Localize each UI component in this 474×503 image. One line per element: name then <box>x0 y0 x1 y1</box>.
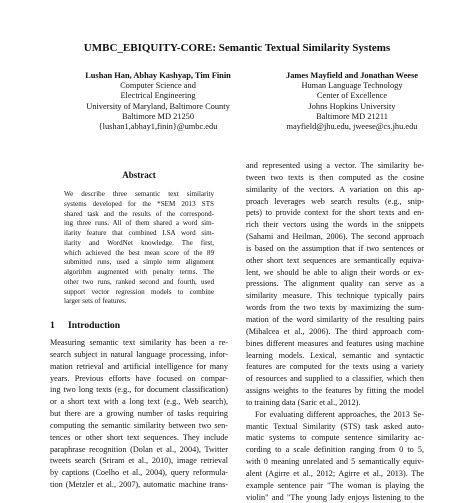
affiliation-line: Electrical Engineering <box>120 91 196 101</box>
body-line: violin" and "The young lady enjoys listening to the <box>246 492 424 502</box>
body-line: to training data (Saric et al., 2012). <box>246 397 361 407</box>
abstract-line: We describe three semantic text similarity <box>64 190 214 198</box>
author-names-left: Lushan Han, Abhay Kashyap, Tim Finin <box>85 71 231 80</box>
body-line: For evaluating different approaches, the 2013 Se- <box>255 409 424 419</box>
author-email-right: mayfield@jhu.edu, jweese@cs.jhu.edu <box>286 122 418 132</box>
body-line: tweets search (Sriram et al., 2010), image retrieval <box>50 456 228 466</box>
body-line: features are computed for the texts using a variety <box>246 362 424 372</box>
body-line: tences or other short text sequences. They include <box>50 432 228 442</box>
author-block-right <box>262 71 442 132</box>
body-line: alent (Agirre et al., 2012; Agirre et al., 2013). The <box>246 468 424 478</box>
affiliation-line: Johns Hopkins University <box>308 101 396 111</box>
paper-title: UMBC_EBIQUITY-CORE: Semantic Textual Similarity Systems <box>83 42 391 54</box>
affiliation-line: Computer Science and <box>120 81 196 91</box>
abstract-line: submitted runs, used a simple term alignment <box>64 258 214 267</box>
body-line: rich their vectors using the words in the snippets <box>246 220 424 230</box>
body-line: lent, we should be able to align their words or ex- <box>246 267 424 277</box>
body-line: tion (Metzler et al., 2007), automatic machine trans- <box>50 480 228 490</box>
body-line: example sentence pair "The woman is playing the <box>246 480 424 490</box>
body-line: paraphrase recognition (Dolan et al., 2004), Twitter <box>50 444 228 454</box>
section-number: 1 <box>50 320 55 331</box>
body-line: matic systems to compute sentence similarity ac- <box>246 433 424 443</box>
body-line: mantic Textual Similarity (STS) task asked auto- <box>246 421 424 431</box>
body-line: mation of the word similarity of the resulting pairs <box>246 314 424 324</box>
affiliation-line: Center of Excellence <box>316 91 388 101</box>
body-line: (Sahami and Heilman, 2006). The second approach <box>246 232 424 242</box>
body-line: mation retrieval and artificial intelligence for many <box>50 361 228 371</box>
body-line: pressions. The alignment quality can serve as a <box>246 279 424 289</box>
body-line: Measuring semantic text similarity has been a re- <box>50 338 228 347</box>
abstract-line: which achieved the best mean score of the 89 <box>64 248 214 257</box>
author-block-left <box>58 71 258 132</box>
abstract-line: other two runs, ranked second and fourth, used <box>64 277 214 286</box>
body-line: years. Previous efforts have focused on compar- <box>50 373 228 383</box>
author-email-left: {lushan1,abhay1,finin}@umbc.edu <box>98 122 218 132</box>
body-line: tween two texts is then computed as the cosine <box>246 172 424 182</box>
body-line: or a short text with a long text (e.g., Web search), <box>50 397 228 407</box>
author-names-right: James Mayfield and Jonathan Weese <box>286 71 418 80</box>
body-line: but there are a growing number of tasks requiring <box>50 409 228 419</box>
intro-text-left-column <box>50 337 228 491</box>
affiliation-line: Human Language Technology <box>301 81 403 91</box>
body-line: bines different measures and features using machine <box>246 338 424 348</box>
body-line: words from the two texts by maximizing the sum- <box>246 303 424 313</box>
body-line: is based on the assumption that if two sentences or <box>246 243 424 253</box>
section-title: Introduction <box>68 320 121 331</box>
abstract-line: ing three runs. All of them shared a word sim- <box>64 219 214 228</box>
body-line: pets) to provide context for the short texts and en- <box>246 208 424 218</box>
abstract-line: support vector regression models to combine <box>64 287 214 296</box>
abstract-line: ilarity feature that combined LSA word sim- <box>64 229 214 237</box>
body-line: ing two long texts (e.g., for document classification) <box>50 385 228 395</box>
body-line: proach leverages web search results (e.g., snip- <box>246 196 424 206</box>
body-text-right-column <box>246 160 424 503</box>
body-line: and represented using a vector. The similarity be- <box>246 161 424 170</box>
body-line: (Mihalcea et al., 2006). The third approach com- <box>246 326 424 336</box>
body-line: assigns weights to the features by fitting the model <box>246 386 424 396</box>
body-line: similarity of the vectors. A variation on this ap- <box>246 184 424 194</box>
affiliation-line: University of Maryland, Baltimore County <box>86 101 230 111</box>
abstract-line: shared task and the results of the correspond- <box>64 209 214 218</box>
body-line: learning models. Lexical, semantic and syntactic <box>246 350 424 360</box>
section-heading-introduction <box>50 320 228 332</box>
body-line: other short text sequences are semantically equiva- <box>246 255 424 265</box>
body-line: of resources and supplied to a classifier, which then <box>246 374 424 384</box>
affiliation-line: Baltimore MD 21250 <box>121 111 195 121</box>
abstract-heading: Abstract <box>122 170 156 180</box>
body-line: search subject in natural language processing, infor- <box>50 349 228 359</box>
body-line: similarity measure. This technique typically pairs <box>246 291 424 301</box>
abstract-body <box>64 190 214 307</box>
body-line: by captions (Coelho et al., 2004), query reformula- <box>50 468 228 478</box>
abstract-line: ilarity and WordNet knowledge. The first, <box>64 238 214 247</box>
abstract-line: larger sets of features. <box>64 297 127 306</box>
affiliation-line: Baltimore MD 21211 <box>316 111 388 121</box>
abstract-line: algorithm augmented with penalty terms. The <box>64 268 214 276</box>
body-line: cording to a scale definition ranging from 0 to 5, <box>246 445 424 455</box>
body-line: computing the semantic similarity between two sen- <box>50 420 228 430</box>
body-line: with 0 meaning unrelated and 5 semantically equiv- <box>246 457 424 467</box>
abstract-line: systems developed for the *SEM 2013 STS <box>64 199 214 208</box>
